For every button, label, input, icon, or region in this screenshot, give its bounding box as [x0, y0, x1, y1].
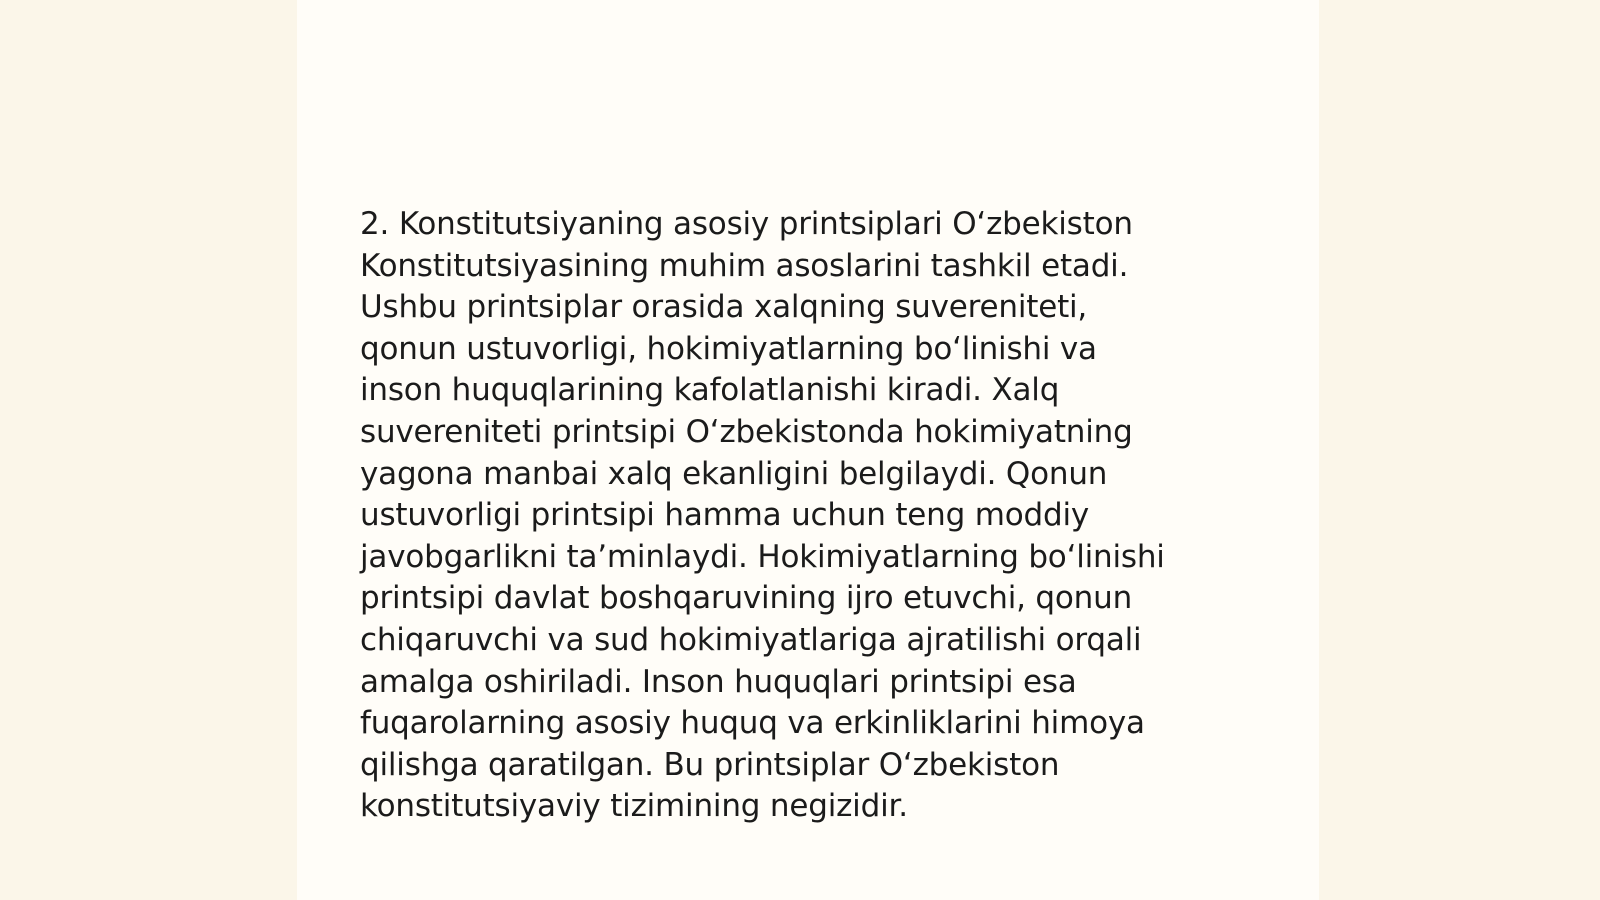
text-line: Konstitutsiyasining muhim asoslarini tashkil etadi.: [360, 247, 1129, 284]
text-line: yagona manbai xalq ekanligini belgilaydi. Qonun: [360, 455, 1108, 492]
body-paragraph: [360, 204, 1240, 828]
text-line: qilishga qaratilgan. Bu printsiplar Oʻzbekiston: [360, 746, 1060, 783]
text-line: konstitutsiyaviy tizimining negizidir.: [360, 788, 908, 825]
text-line: inson huquqlarining kafolatlanishi kiradi. Xalq: [360, 372, 1060, 409]
text-line: printsipi davlat boshqaruvining ijro etuvchi, qonun: [360, 580, 1133, 617]
text-line: suvereniteti printsipi Oʻzbekistonda hokimiyatning: [360, 413, 1133, 450]
text-line: ustuvorligi printsipi hamma uchun teng moddiy: [360, 497, 1090, 534]
document-page: [297, 0, 1319, 900]
text-line: qonun ustuvorligi, hokimiyatlarning boʻlinishi va: [360, 330, 1097, 367]
text-line: Ushbu printsiplar orasida xalqning suvereniteti,: [360, 289, 1088, 326]
text-line: javobgarlikni taʼminlaydi. Hokimiyatlarning boʻlinishi: [360, 538, 1165, 575]
text-line: chiqaruvchi va sud hokimiyatlariga ajratilishi orqali: [360, 621, 1142, 658]
text-line: fuqarolarning asosiy huquq va erkinliklarini himoya: [360, 705, 1145, 742]
text-line: amalga oshiriladi. Inson huquqlari printsipi esa: [360, 663, 1077, 700]
text-line: 2. Konstitutsiyaning asosiy printsiplari Oʻzbekiston: [360, 206, 1133, 242]
